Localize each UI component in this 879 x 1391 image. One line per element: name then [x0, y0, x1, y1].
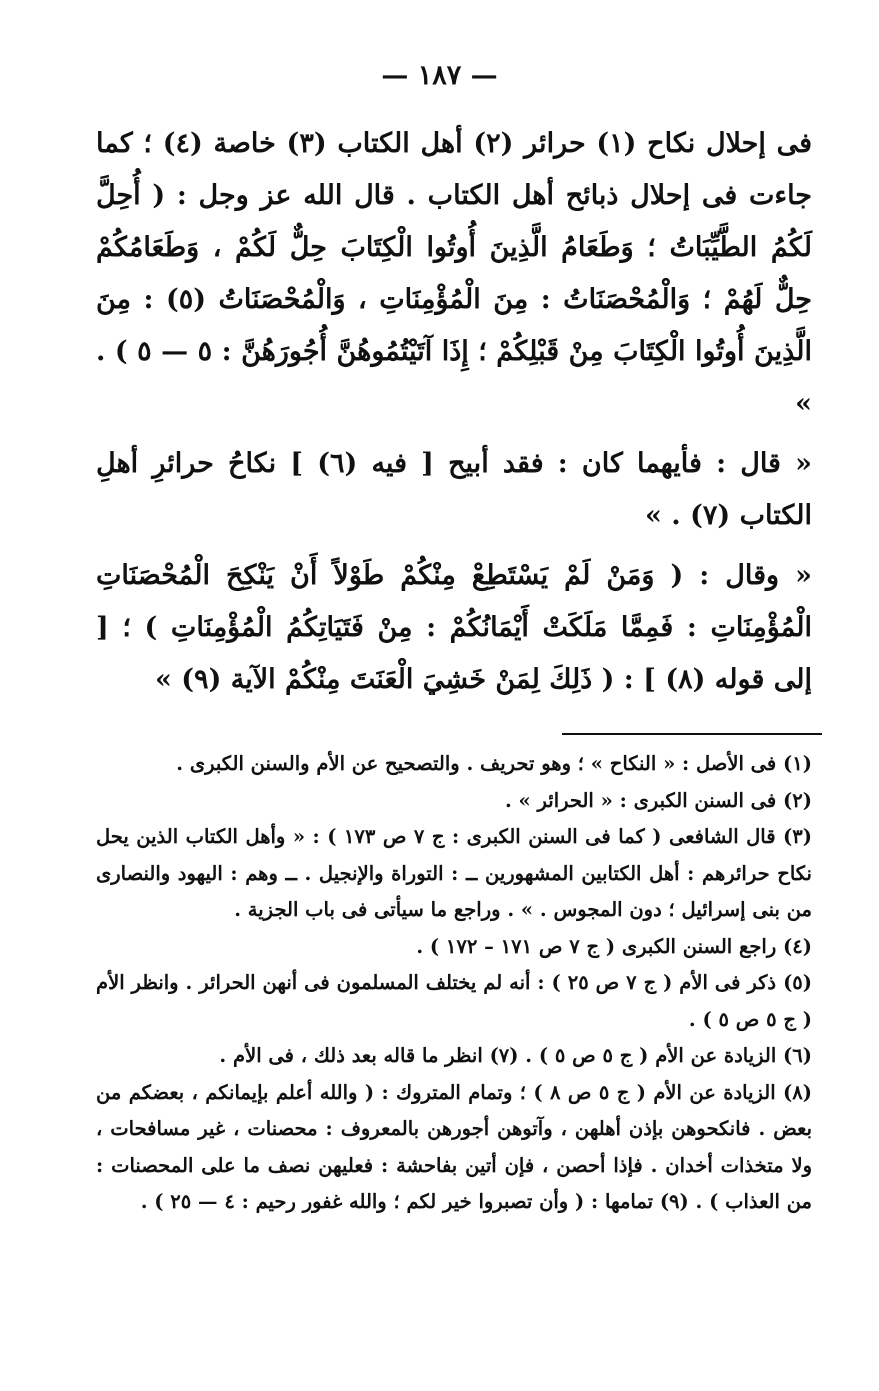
footnote-3: (٣) قال الشافعى ( كما فى السنن الكبرى : ج ٧ ص ١٧٣ ) : « وأهل الكتاب الذين يحل نكاح حرائرهم : أهل الكتابين المشهورين ــ : التوراة والإنجيل . ــ وهم : اليهود والنصارى من بنى إسرائيل ؛ دون المجوس . » . وراجع ما سيأتى فى باب الجزية .: [96, 825, 813, 921]
footnote-1: (١) فى الأصل : « النكاح » ؛ وهو تحريف . والتصحيح عن الأم والسنن الكبرى .: [176, 752, 812, 775]
footnotes: [96, 746, 812, 1221]
main-text: [96, 118, 812, 706]
footnote-5: (٥) ذكر فى الأم ( ج ٧ ص ٢٥ ) : أنه لم يختلف المسلمون فى أنهن الحرائر . وانظر الأم ( ج ٥ ص ٥ ) .: [96, 971, 813, 1031]
page-number: — ١٨٧ —: [381, 60, 498, 91]
footnote-2: (٢) فى السنن الكبرى : « الحرائر » .: [504, 788, 812, 812]
paragraph-1: فى إحلال نكاح (١) حرائر (٢) أهل الكتاب (٣) خاصة (٤) ؛ كما جاءت فى إحلال ذبائح أهل الكتاب . قال الله عز وجل : ( أُحِلَّ لَكُمُ الطَّيِّبَاتُ ؛ وَطَعَامُ الَّذِينَ أُوتُوا الْكِتَابَ حِلٌّ لَكُمْ ، وَطَعَامُكُمْ حِلٌّ لَهُمْ ؛ وَالْمُحْصَنَاتُ : مِنَ الْمُؤْمِنَاتِ ، وَالْمُحْصَنَاتُ (٥) : مِنَ الَّذِينَ أُوتُوا الْكِتَابَ مِنْ قَبْلِكُمْ ؛ إِذَا آتَيْتُمُوهُنَّ أُجُورَهُنَّ : ٥ — ٥ ) . »: [96, 128, 813, 419]
footnote-4: (٤) راجع السنن الكبرى ( ج ٧ ص ١٧١ – ١٧٢ ) .: [416, 934, 812, 958]
paragraph-2: « قال : فأيهما كان : فقد أبيح [ فيه (٦) ] نكاحُ حرائرِ أهلِ الكتاب (٧) . »: [96, 448, 812, 531]
footnote-6-7: (٦) الزيادة عن الأم ( ج ٥ ص ٥ ) . (٧) انظر ما قاله بعد ذلك ، فى الأم .: [219, 1044, 812, 1067]
footnote-separator: [562, 733, 822, 735]
paragraph-3: « وقال : ( وَمَنْ لَمْ يَسْتَطِعْ مِنْكُمْ طَوْلاً أَنْ يَنْكِحَ الْمُحْصَنَاتِ الْمُؤْمِنَاتِ : فَمِمَّا مَلَكَتْ أَيْمَانُكُمْ : مِنْ فَتَيَاتِكُمُ الْمُؤْمِنَاتِ ) ؛ [ إلى قوله (٨) ] : ( ذَلِكَ لِمَنْ خَشِيَ الْعَنَتَ مِنْكُمْ الآية (٩) »: [96, 560, 812, 695]
footnote-8-9: (٨) الزيادة عن الأم ( ج ٥ ص ٨ ) ؛ وتمام المتروك : ( والله أعلم بإيمانكم ، بعضكم من بعض . فانكحوهن بإذن أهلهن ، وآتوهن أجورهن بالمعروف : محصنات ، غير مسافحات ، ولا متخذات أخدان . فإذا أحصن ، فإن أتين بفاحشة : فعليهن نصف ما على المحصنات : من العذاب ) . (٩) تمامها : ( وأن تصبروا خير لكم ؛ والله غفور رحيم : ٤ — ٢٥ ) .: [96, 1080, 812, 1213]
